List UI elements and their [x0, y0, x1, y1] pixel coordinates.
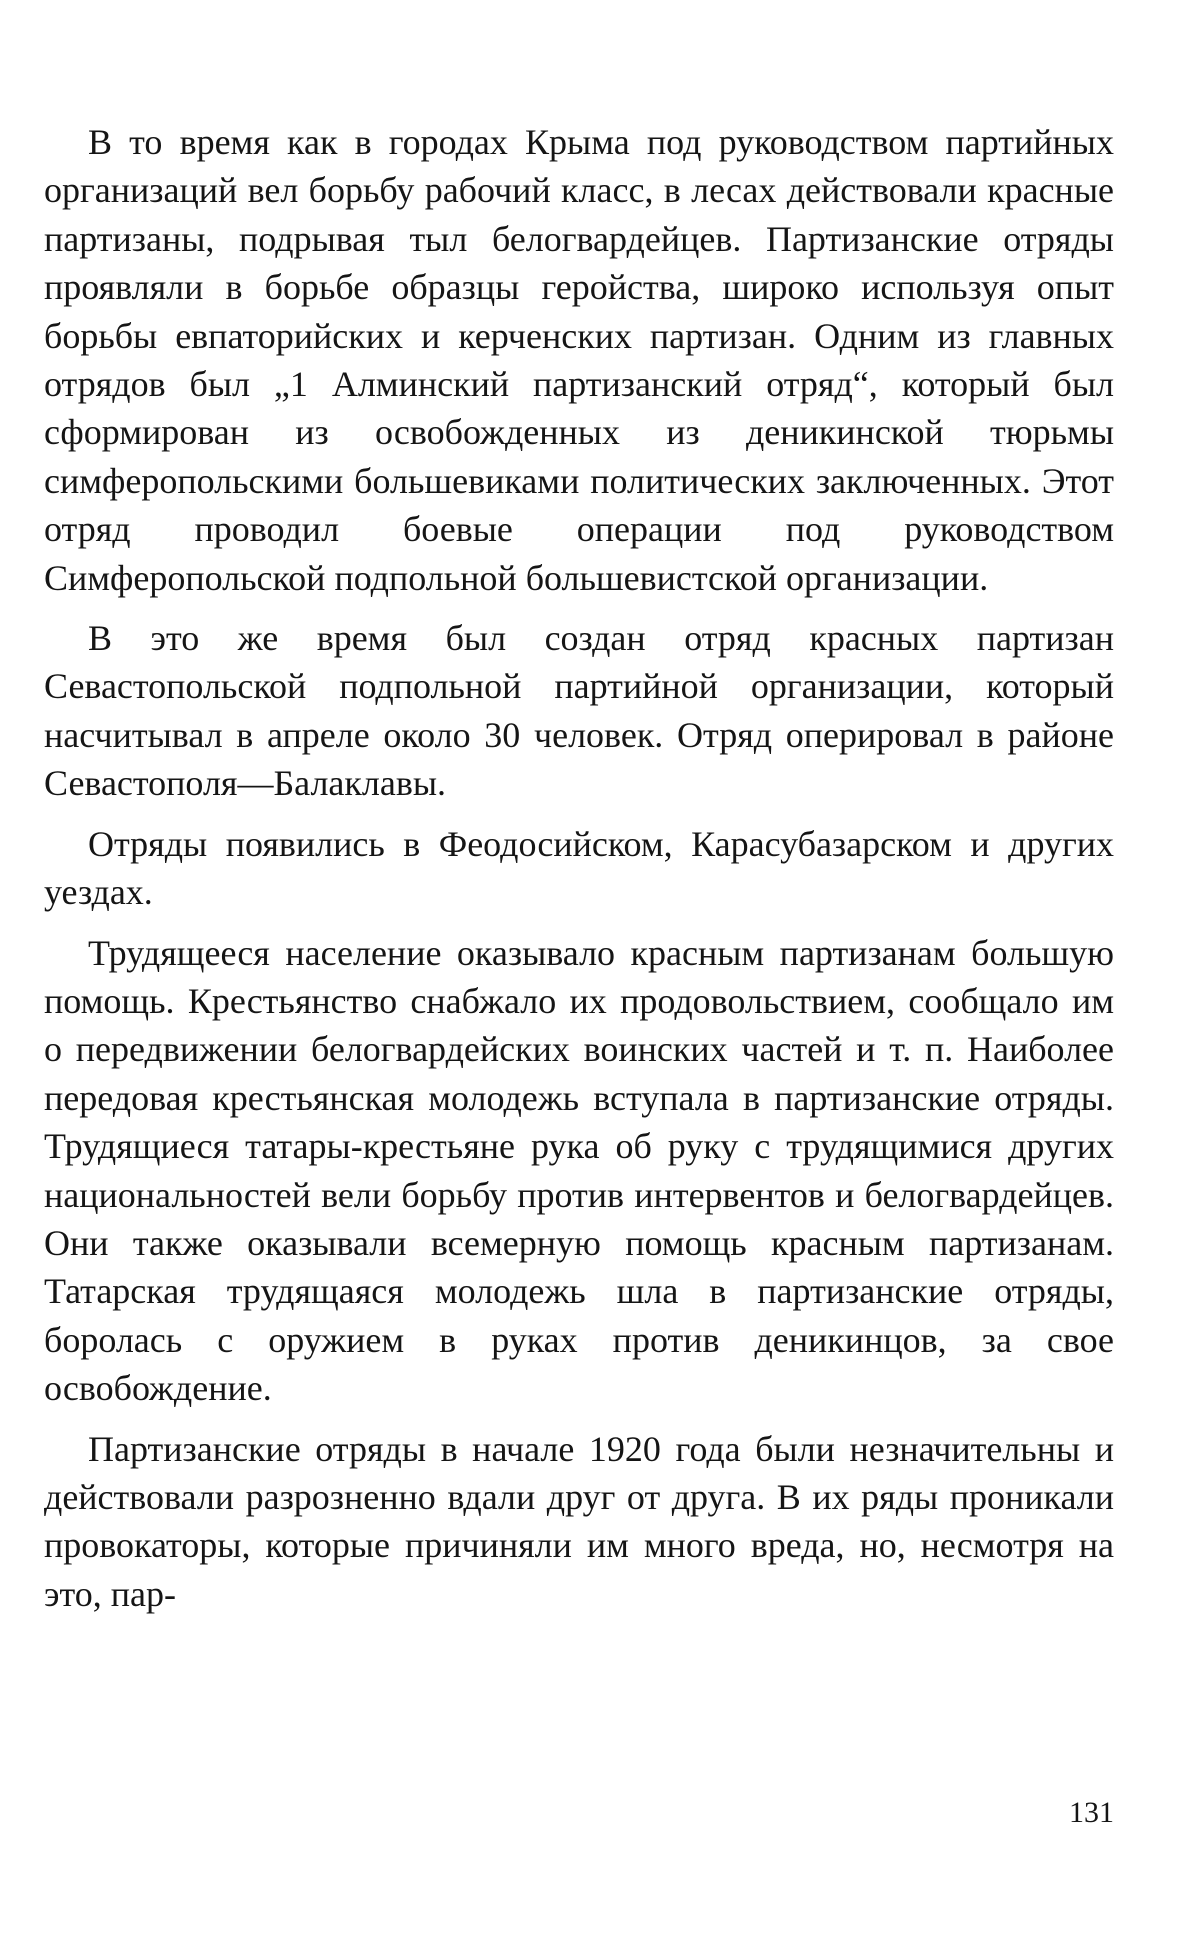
paragraph-5: Партизанские отряды в начале 1920 года были незначительны и действовали разрозненно вдали друг от друга. В их ряды проникали провокаторы, которые причиняли им много вреда, но, несмотря на это, пар-: [44, 1428, 1114, 1614]
paragraph-4: Трудящееся население оказывало красным партизанам большую помощь. Крестьянство снабжало их продовольствием, сообщало им о передвижении белогвардейских воинских частей и т. п. Наиболее передовая крестьянская молодежь вступала в партизанские отряды. Трудящиеся татары-крестьяне рука об руку с трудящимися других национальностей вели борьбу против интервентов и белогвардейцев. Они также оказывали всемерную помощь красным партизанам. Татарская трудящаяся молодежь шла в партизанские отряды, боролась с оружием в руках против деникинцов, за свое освобождение.: [44, 932, 1114, 1409]
paragraph-1: В то время как в городах Крыма под руководством партийных организаций вел борьбу рабочий класс, в лесах действовали красные партизаны, подрывая тыл белогвардейцев. Партизанские отряды проявляли в борьбе образцы геройства, широко используя опыт борьбы евпаторийских и керченских партизан. Одним из главных отрядов был „1 Алминский партизанский отряд“, который был сформирован из освобожденных из деникинской тюрьмы симферопольскими большевиками политических заключенных. Этот отряд проводил боевые операции под руководством Симферопольской подпольной большевистской организации.: [44, 122, 1114, 598]
paragraph-2: В это же время был создан отряд красных партизан Севастопольской подпольной партийной организации, который насчитывал в апреле около 30 человек. Отряд оперировал в районе Севастополя—Балаклавы.: [44, 618, 1114, 804]
page-body: [44, 118, 1114, 1618]
paragraph-3: Отряды появились в Феодосийском, Карасубазарском и других уездах.: [44, 823, 1114, 913]
page-number: 131: [1069, 1796, 1114, 1829]
